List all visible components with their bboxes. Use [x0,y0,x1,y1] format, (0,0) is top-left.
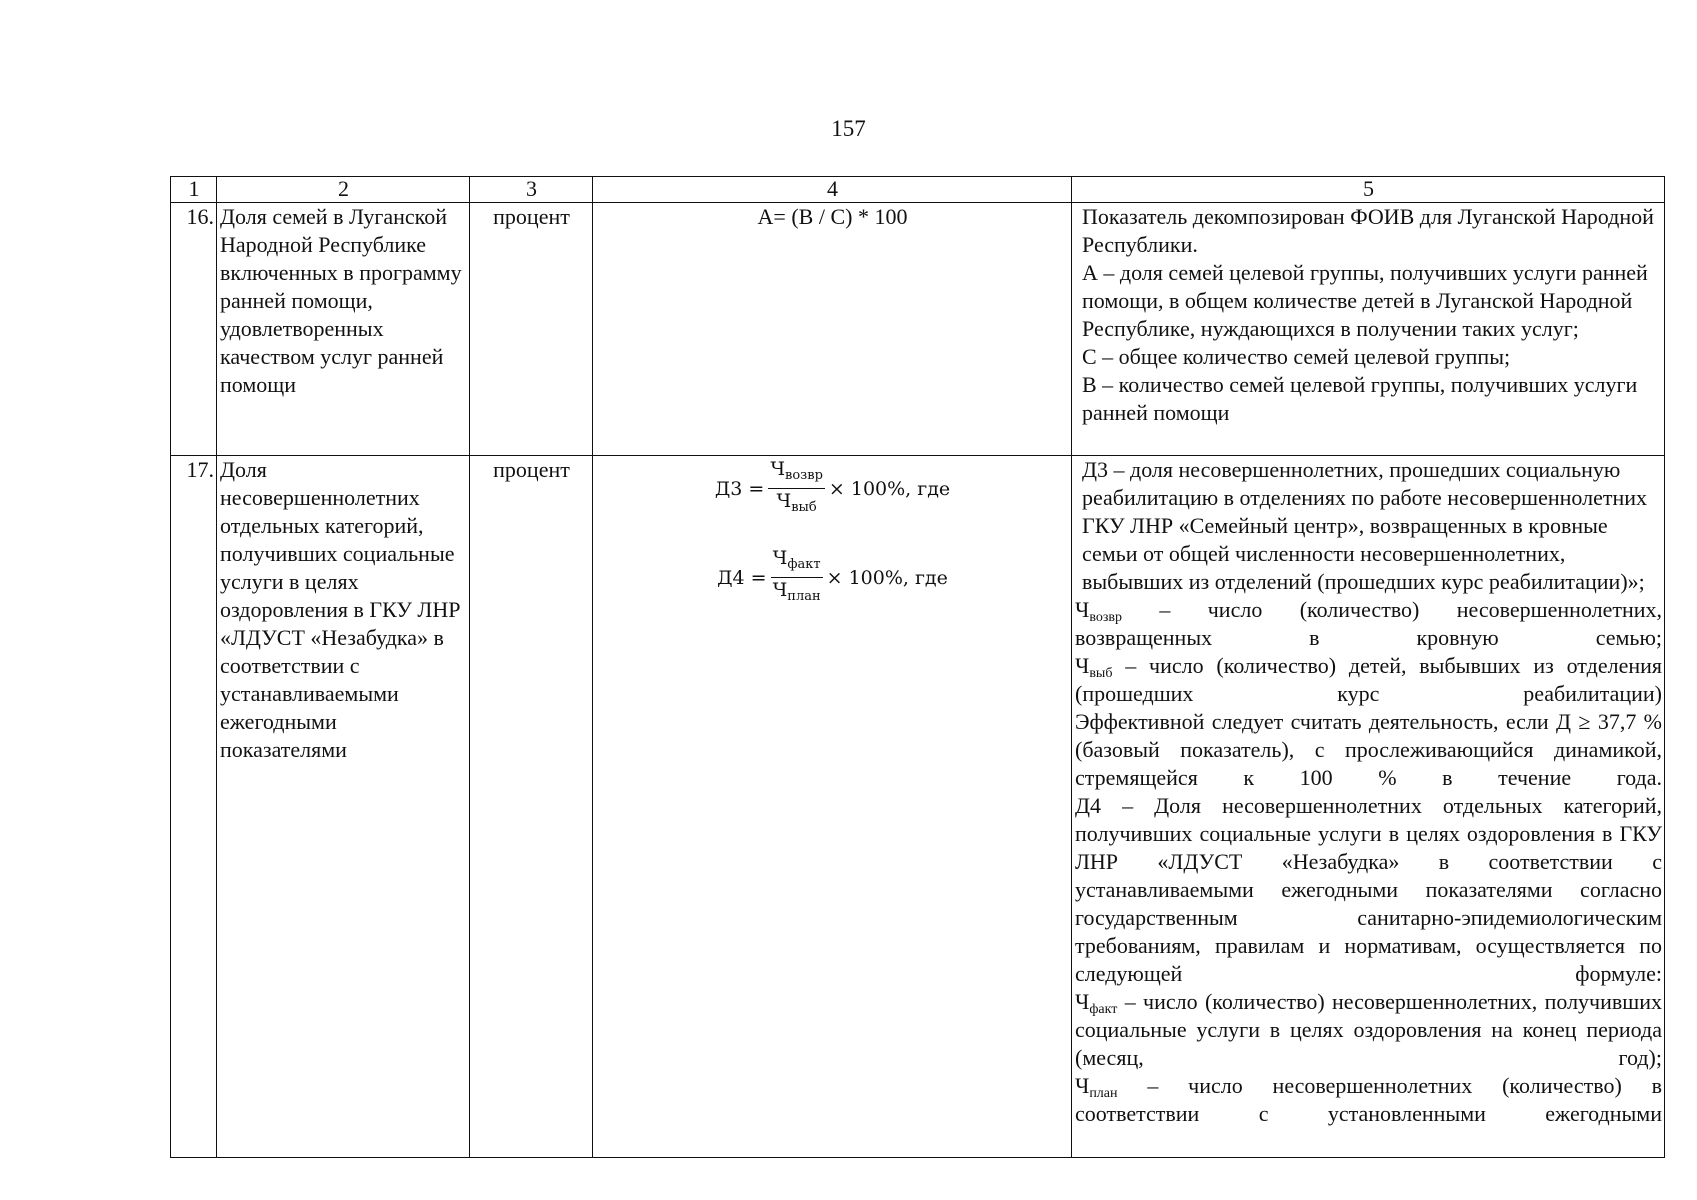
indicator-name: Доля семей в Луганской Народной Республике включенных в программу ранней помощи, удовлетворенных качеством услуг ранней помощи [217,203,470,456]
description-vyb: $Ч_{выб}$ – число (количество) детей, выбывших из отделения (прошедших курс реабилитации) [1075,653,1662,706]
formula-d3 [596,458,1069,519]
description-effective: Эффективной следует считать деятельность, если Д ≥ 37,7 % (базовый показатель), с прослеживающийся динамикой, стремящейся к 100 % в течение года. [1075,709,1662,790]
numerator: Ч [770,458,786,480]
description-line: С – общее количество семей целевой группы; [1082,344,1511,369]
unit-of-measure: процент [470,456,593,1158]
formula-cell [593,203,1072,456]
denominator: Ч [776,490,792,512]
formula-d4 [596,547,1069,608]
indicators-table [170,176,1665,1158]
header-col-3: 3 [470,177,593,203]
description-line: А – доля семей целевой группы, получивших услуги ранней помощи, в общем количестве детей в Луганской Народной Республике, нуждающихся в получении таких услуг; [1082,260,1648,341]
row-number: 17. [171,456,217,1158]
header-col-1: 1 [171,177,217,203]
description-d3: Д3 – доля несовершеннолетних, прошедших социальную реабилитацию в отделениях по работе несовершеннолетних ГКУ ЛНР «Семейный центр», возвращенных в кровные семьи от общей численности несовершеннолетних, выбывших из отделений (прошедших курс реабилитации)»; [1082,457,1647,594]
table-row [171,456,1665,1158]
fraction [768,458,825,519]
unit-of-measure: процент [470,203,593,456]
formula-lhs: Д4 = [717,566,767,589]
description-fakt: $Ч_{факт}$ – число (количество) несовершеннолетних, получивших социальные услуги в целях оздоровления на конец периода (месяц, год); [1075,989,1662,1070]
description-d4: Д4 – Доля несовершеннолетних отдельных категорий, получивших социальные услуги в целях оздоровления в ГКУ ЛНР «ЛДУСТ «Незабудка» в соответствии с устанавливаемыми ежегодными показателями согласно государственным санитарно-эпидемиологическим требованиям, правилам и нормативам, осуществляется по следующей формуле: [1075,793,1662,986]
table-row [171,203,1665,456]
description-cell [1072,456,1665,1158]
numerator-subscript: факт [787,557,821,572]
description-line: Показатель декомпозирован ФОИВ для Луганской Народной Республики. [1082,204,1654,257]
formula-cell [593,456,1072,1158]
fraction [771,547,823,608]
numerator: Ч [772,547,788,569]
formula-rhs: × 100%, где [826,566,948,589]
description-plan: $Ч_{план}$ – число несовершеннолетних (количество) в соответствии с установленными ежегодными [1075,1073,1662,1126]
description-line: В – количество семей целевой группы, получивших услуги ранней помощи [1082,372,1638,425]
denominator-subscript: план [787,589,821,604]
formula-text: А= (В / С) * 100 [757,204,908,229]
denominator: Ч [772,579,788,601]
header-col-4: 4 [593,177,1072,203]
description-vozvr: $Ч_{возвр}$ – число (количество) несовершеннолетних, возвращенных в кровную семью; [1075,597,1662,650]
indicator-name: Доля несовершеннолетних отдельных категорий, получивших социальные услуги в целях оздоровления в ГКУ ЛНР «ЛДУСТ «Незабудка» в соответствии с устанавливаемыми ежегодными показателями [217,456,470,1158]
formula-rhs: × 100%, где [828,477,951,500]
row-number: 16. [171,203,217,456]
header-col-2: 2 [217,177,470,203]
denominator-subscript: выб [791,500,817,515]
table-header-row [171,177,1665,203]
page-number: 157 [831,116,866,141]
header-col-5: 5 [1072,177,1665,203]
formula-lhs: Д3 = [714,477,765,500]
description-cell [1072,203,1665,456]
numerator-subscript: возвр [785,468,823,483]
